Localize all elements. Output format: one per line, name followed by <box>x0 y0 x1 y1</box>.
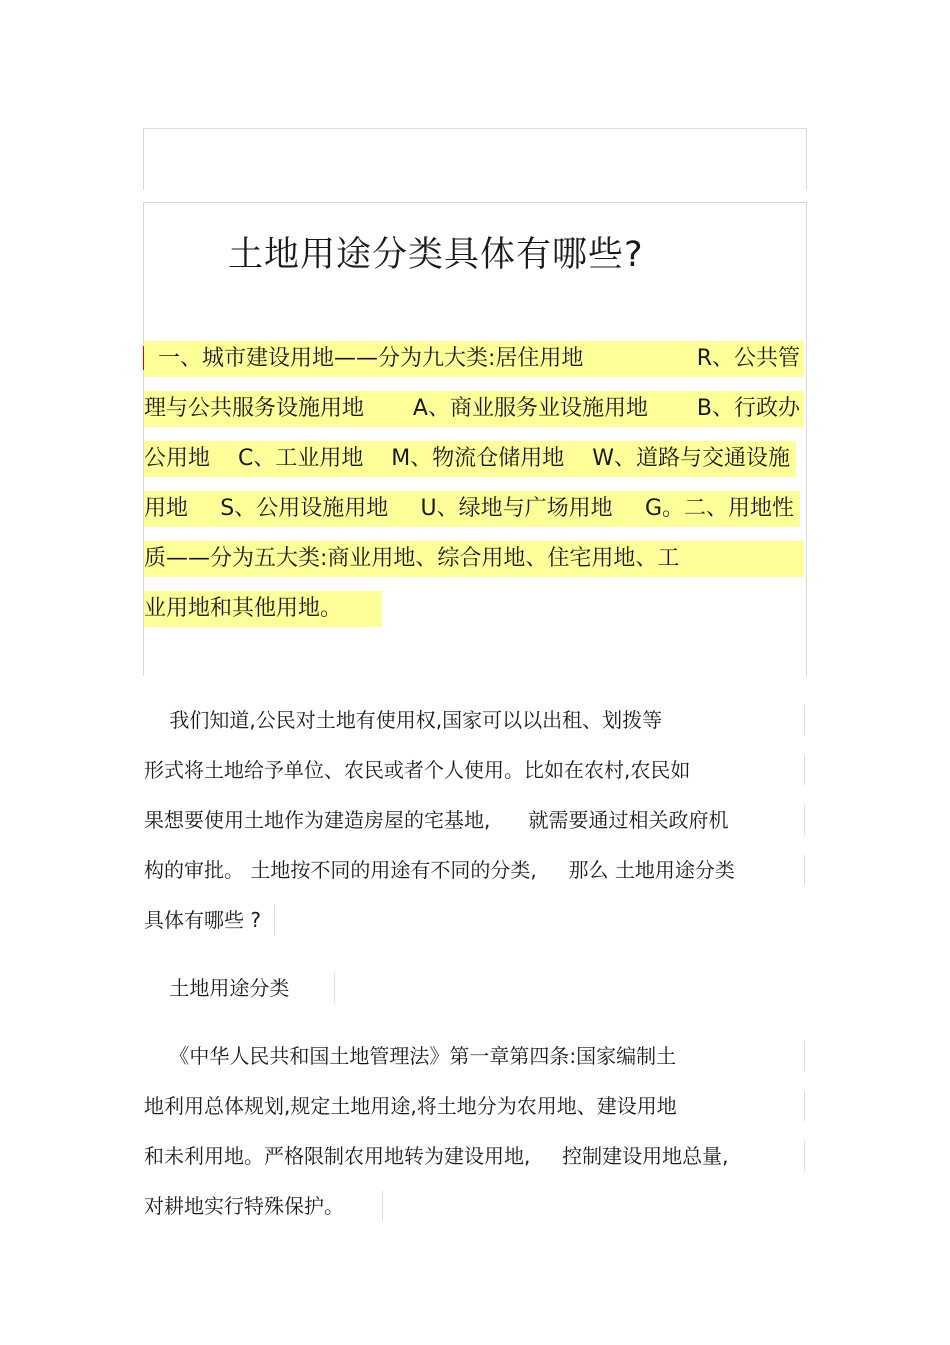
paragraph1-line-4-edge <box>804 855 805 885</box>
highlight-line-5-part-1: 质——分为五大类:商业用地、综合用地、住宅用地、工 <box>144 546 680 571</box>
highlight-line-6-part-1: 业用地和其他用地。 <box>144 596 343 621</box>
highlight-line-2-part-3: B、行政办 <box>696 396 800 421</box>
paragraph1-line-3-edge <box>804 805 805 835</box>
subheading-edge <box>334 973 335 1003</box>
paragraph2-line-1: 《中华人民共和国土地管理法》第一章第四条:国家编制土 <box>144 1044 677 1068</box>
paragraph2-line-3-edge <box>804 1141 805 1171</box>
paragraph1-line-1: 我们知道,公民对土地有使用权,国家可以以出租、划拨等 <box>144 708 663 732</box>
title-box-right-border <box>806 202 807 676</box>
highlight-line-3 <box>144 441 796 477</box>
highlight-line-3-part-4: W、道路与交通设施 <box>592 446 790 471</box>
paragraph1-line-5: 具体有哪些 ? <box>144 908 261 932</box>
highlight-line-2-part-2: A、商业服务业设施用地 <box>412 396 648 421</box>
highlight-line-4-part-1: 用地 <box>144 496 189 521</box>
paragraph1-line-2-edge <box>804 755 805 785</box>
top-box-left-border <box>143 128 144 190</box>
section-subheading: 土地用途分类 <box>144 976 290 1000</box>
title-box-top-border <box>143 202 807 203</box>
highlight-line-2-part-1: 理与公共服务设施用地 <box>144 396 365 421</box>
paragraph2-line-4-edge <box>382 1191 383 1221</box>
paragraph2-line-1-edge <box>804 1041 805 1071</box>
highlight-line-1 <box>144 341 804 377</box>
highlight-line-4-part-3: U、绿地与广场用地 <box>420 496 613 521</box>
highlight-line-2 <box>144 391 804 427</box>
highlight-line-4 <box>144 491 800 527</box>
highlight-line-1-part-2: R、公共管 <box>696 346 800 371</box>
highlight-line-6 <box>144 591 382 627</box>
paragraph2-line-4: 对耕地实行特殊保护。 <box>144 1194 344 1218</box>
highlight-line-4-part-4: G。二、用地性 <box>644 496 794 521</box>
paragraph1-line-1-edge <box>804 705 805 735</box>
page-title: 土地用途分类具体有哪些? <box>228 235 644 276</box>
highlight-line-1-part-1: 一、城市建设用地——分为九大类:居住用地 <box>158 346 584 371</box>
paragraph2-line-2-edge <box>804 1091 805 1121</box>
highlight-line-3-part-3: M、物流仓储用地 <box>391 446 565 471</box>
paragraph1-line-3: 果想要使用土地作为建造房屋的宅基地, 就需要通过相关政府机 <box>144 808 729 832</box>
top-box-right-border <box>806 128 807 190</box>
highlight-line-4-part-2: S、公用设施用地 <box>220 496 389 521</box>
highlight-line-3-part-1: 公用地 <box>144 446 211 471</box>
paragraph2-line-2: 地利用总体规划,规定土地用途,将土地分为农用地、建设用地 <box>144 1094 677 1118</box>
paragraph1-line-5-edge <box>274 905 275 935</box>
paragraph2-line-3: 和未利用地。严格限制农用地转为建设用地, 控制建设用地总量, <box>144 1144 729 1168</box>
highlight-line-3-part-2: C、工业用地 <box>237 446 364 471</box>
top-box-top-border <box>143 128 807 129</box>
paragraph1-line-2: 形式将土地给予单位、农民或者个人使用。比如在农村,农民如 <box>144 758 691 782</box>
highlight-line-5 <box>144 541 804 577</box>
paragraph1-line-4: 构的审批。 土地按不同的用途有不同的分类, 那么 土地用途分类 <box>144 858 735 882</box>
